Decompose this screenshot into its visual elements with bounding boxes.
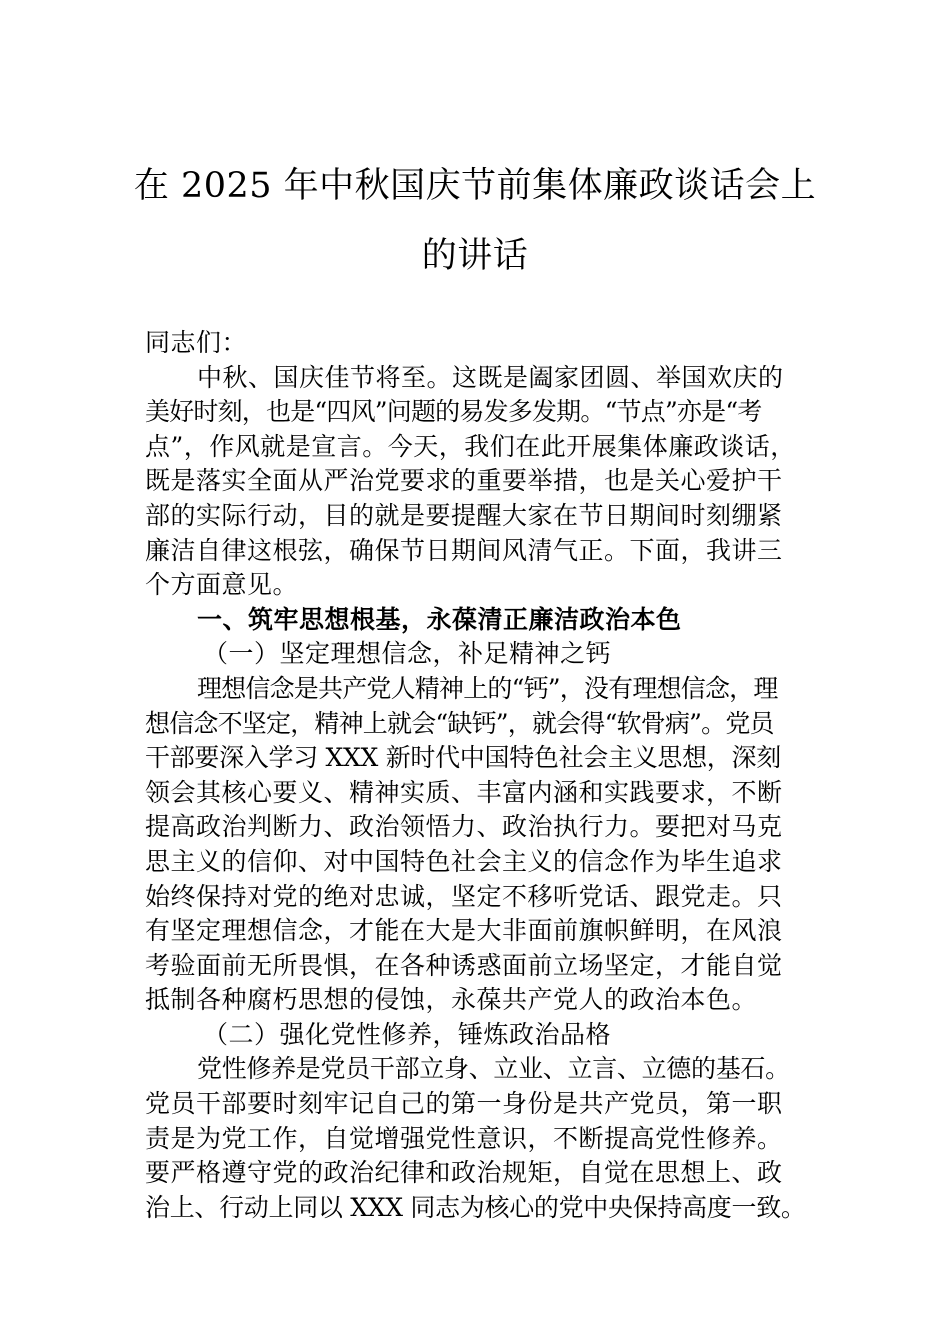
body-line: 既是落实全面从严治党要求的重要举措，也是关心爱护干 <box>145 466 783 496</box>
salutation: 同志们： <box>145 328 248 357</box>
document-title-line-1: 在 2025 年中秋国庆节前集体廉政谈话会上 <box>133 166 817 206</box>
body-line: 理想信念是共产党人精神上的“钙”，没有理想信念，理 <box>197 673 778 703</box>
section-heading-1: 一、筑牢思想根基，永葆清正廉洁政治本色 <box>197 604 682 634</box>
body-line: 廉洁自律这根弦，确保节日期间风清气正。下面，我讲三 <box>145 535 783 565</box>
body-line: 部的实际行动，目的就是要提醒大家在节日期间时刻绷紧 <box>145 500 783 530</box>
body-line: 干部要深入学习 XXX 新时代中国特色社会主义思想，深刻 <box>145 743 781 773</box>
body-line: 始终保持对党的绝对忠诚，坚定不移听党话、跟党走。只 <box>145 881 783 911</box>
body-line: 有坚定理想信念，才能在大是大非面前旗帜鲜明，在风浪 <box>145 916 783 946</box>
body-line: 领会其核心要义、精神实质、丰富内涵和实践要求，不断 <box>145 777 783 807</box>
document-title-line-2: 的讲话 <box>421 236 529 276</box>
body-line: 抵制各种腐朽思想的侵蚀，永葆共产党人的政治本色。 <box>145 985 758 1015</box>
body-line: 点”，作风就是宣言。今天，我们在此开展集体廉政谈话， <box>145 431 796 461</box>
body-line: 思主义的信仰、对中国特色社会主义的信念作为毕生追求 <box>145 846 783 876</box>
body-line: 个方面意见。 <box>145 570 299 600</box>
body-line: 责是为党工作，自觉增强党性意识，不断提高党性修养。 <box>145 1123 783 1153</box>
body-line: 想信念不坚定，精神上就会“缺钙”，就会得“软骨病”。党员 <box>145 708 774 738</box>
body-line: 党员干部要时刻牢记自己的第一身份是共产党员，第一职 <box>145 1089 783 1119</box>
body-line: 美好时刻，也是“四风”问题的易发多发期。“节点”亦是“考 <box>145 397 762 427</box>
document-body <box>145 326 825 1225</box>
body-line: 治上、行动上同以 XXX 同志为核心的党中央保持高度一致。 <box>145 1192 806 1222</box>
subsection-heading-2: （二）强化党性修养，锤炼政治品格 <box>203 1019 612 1049</box>
body-line: 考验面前无所畏惧，在各种诱惑面前立场坚定，才能自觉 <box>145 950 783 980</box>
body-line: 提高政治判断力、政治领悟力、政治执行力。要把对马克 <box>145 812 783 842</box>
subsection-heading-1: （一）坚定理想信念，补足精神之钙 <box>203 639 612 669</box>
body-line: 要严格遵守党的政治纪律和政治规矩，自觉在思想上、政 <box>145 1158 783 1188</box>
body-line: 党性修养是党员干部立身、立业、立言、立德的基石。 <box>197 1054 790 1084</box>
body-line: 中秋、国庆佳节将至。这既是阖家团圆、举国欢庆的 <box>197 362 784 392</box>
